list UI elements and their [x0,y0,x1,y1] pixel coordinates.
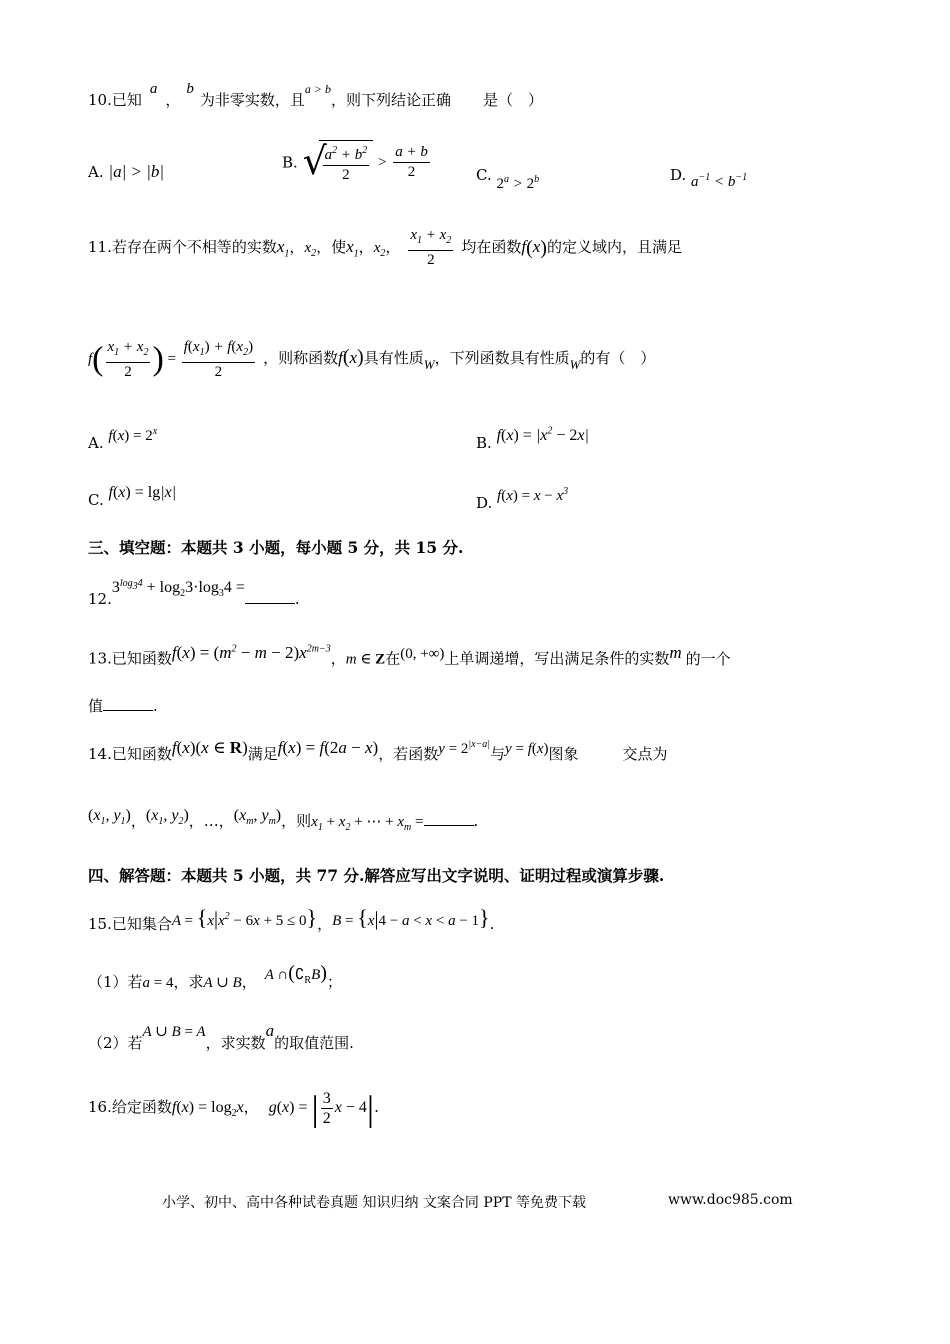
q10-option-b: B. √ $\frac{a^2 + b^2}{2}$ > $\frac{a + b}{2}$ [282,139,428,183]
math-g-abs: g(x) = | $\frac{3}{2}$ x − 4| [268,1088,375,1129]
math-union-eq-a: A ∪ B = A [142,1024,206,1040]
math-b: b [186,81,194,97]
math-abs-a-gt-abs-b: |a| > |b| [108,162,165,181]
math-sqrt-mean: √ $\frac{a^2 + b^2}{2}$ [303,140,374,185]
math-m-in-z: m ∈ Z [345,651,386,668]
math-y-2-abs: $y = 2^{|x-a|}$ [438,739,491,757]
math-fx: f(x) [521,237,547,260]
math-log-expression: $3^{log_34} + \log_23\cdot\log_34$ = [111,578,245,600]
math-inv-a-lt-inv-b: $a^{-1} < b^{-1}$ [691,172,748,190]
math-f-x-minus-x3: $f(x) = x - x^3$ [497,486,569,504]
question-16-line: 16.给定函数$f(x) = \log_2x$， g(x) = | $\frac{3}{2}$ x − 4|. [88,1088,379,1129]
math-set-a: $A = \{x|x^2 - 6x + 5 \le 0\}$ [171,905,318,930]
question-13-line1: 13.已知函数$f(x) = (m^2 - m - 2)x^{2m-3}$，m ∈ Z在(0, +∞)上单调递增，写出满足条件的实数m 的一个 [88,642,731,668]
question-15-part1: （1）若a = 4，求A ∪ B， A $\cap(∁_RB)$； [88,962,342,991]
q11-option-c: C. f(x) = lg|x| [88,484,177,509]
answer-blank[interactable] [245,603,295,604]
math-a: a [149,81,158,97]
question-11-line1: 11.若存在两个不相等的实数$x_1$，$x_2$，使$x_1$，$x_2$， $\frac{x_1 + x_2}{2}$ 均在函数f(x)的定义域内，且满足 [88,227,682,268]
math-arith-mean: $\frac{a + b}{2}$ [395,144,428,180]
math-f-2x: $f(x) = 2^x$ [108,426,158,444]
math-midpoint: $\frac{x_1 + x_2}{2}$ [410,227,452,268]
q10-option-a: A. |a| > |b| [88,162,165,181]
math-a-eq-4: a = 4 [142,975,174,991]
question-number: 10. [88,91,112,109]
math-symmetry: f(x) = f(2a − x) [277,738,379,757]
question-14-line2: ($x_1$, $y_1$)，($x_1$, $y_2$)，…，($x_m$, $y_m$)，则$x_1 + x_2$ + ⋯ + $x_m$ = . [88,807,479,833]
math-a-union-b: A ∪ B [203,975,242,991]
math-m: m [669,642,682,662]
math-x2: $x_2$ [304,240,317,259]
answer-blank[interactable] [103,710,153,711]
footer-text: 小学、初中、高中各种试卷真题 知识归纳 文案合同 PPT 等免费下载 [162,1195,586,1211]
math-interval: (0, +∞) [400,645,445,662]
math-set-b: B = {x|4 − a < x < a − 1} [332,905,490,930]
q11-option-b: B. $f(x) = |x^2 - 2x|$ [476,426,589,453]
math-x1: $x_1$ [276,237,290,260]
math-f-abs-x2-2x: $f(x) = |x^2 - 2x|$ [496,426,589,445]
math-jensen-equality: f( $\frac{x_1 + x_2}{2}$ ) = $\frac{f(x_1) + f(x_2)}{2}$ [88,338,254,380]
math-f-log2: $f(x) = \log_2x$ [171,1099,244,1120]
section-4-heading: 四、解答题：本题共 5 小题，共 77 分.解答应写出文字说明、证明过程或演算步骤. [88,866,665,885]
question-12-line: $12.3^{log_34} + \log_23\cdot\log_34$ =. [88,578,300,609]
math-point-m: ($x_m$, $y_m$) [233,807,282,828]
math-w: W [423,357,435,372]
math-power-function: $f(x) = (m^2 - m - 2)x^{2m-3}$ [171,642,331,662]
q11-option-d: D. $f(x) = x - x^3$ [476,486,569,512]
math-f-lg-abs-x: f(x) = lg|x| [108,484,177,501]
question-13-line2: 值 . [88,697,158,715]
question-15-line: 15.已知集合$A = \{x|x^2 - 6x + 5 \le 0\}$，B = {x|4 − a < x < a − 1}. [88,905,495,933]
math-a: a [265,1021,275,1040]
footer-website[interactable]: www.doc985.com [668,1192,793,1208]
math-point-1: ($x_1$, $y_1$) [88,807,131,828]
q10-option-c: C. $2^a > 2^b$ [476,166,540,192]
question-10-line: 10.已知a，b为非零实数，且$^{a > b}$，则下列结论正确 是（ ） [88,81,544,109]
q10-option-d: D. $a^{-1} < b^{-1}$ [670,166,748,190]
math-a-gt-b: a > b [304,82,332,96]
math-point-2: ($x_1$, $y_2$) [145,807,189,828]
section-3-heading: 三、填空题：本题共 3 小题，每小题 5 分，共 15 分. [88,538,464,557]
math-y-fx: y = f(x) [505,741,549,757]
question-15-part2: （2）若A ∪ B = A，求实数a的取值范围. [88,1021,354,1052]
math-f-x-in-r: f(x)(x ∈ R) [171,738,248,757]
math-sum-x: $x_1 + x_2$ + ⋯ + $x_m$ = [311,814,424,833]
question-11-line2: f( $\frac{x_1 + x_2}{2}$ ) = $\frac{f(x_1) + f(x_2)}{2}$ ，则称函数f(x)具有性质W，下列函数具有性质W的有（ ） [88,338,656,380]
question-14-line1: 14.已知函数f(x)(x ∈ R)满足f(x) = f(2a − x)，若函数$y = 2^{|x-a|}$与y = f(x)图象 交点为 [88,738,668,763]
math-2a-gt-2b: $2^a > 2^b$ [496,174,540,192]
q11-option-a: A. $f(x) = 2^x$ [88,426,158,452]
math-a-intersect-complement-b: A $\cap(∁_RB)$ [264,962,327,986]
answer-blank[interactable] [424,825,474,826]
